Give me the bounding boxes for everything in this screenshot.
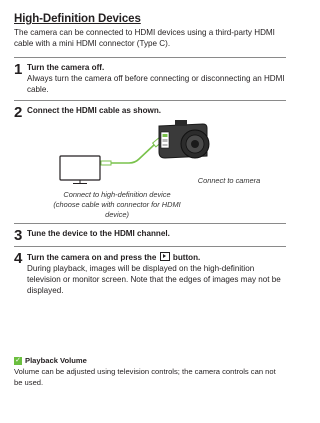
- intro-paragraph: The camera can be connected to HDMI devices using a third-party HDMI cable with a mini HDMI connector (Type C).: [14, 28, 275, 49]
- step-4-body: During playback, images will be displayed on the high-definition television or monitor screen. Note that the edges of images may not be displayed.: [27, 264, 281, 296]
- playback-button-icon: [160, 252, 170, 261]
- step-1-number: 1: [14, 61, 23, 78]
- divider: [14, 223, 286, 224]
- note-body: Volume can be adjusted using television controls; the camera controls can not be used.: [14, 367, 276, 387]
- check-icon: ✓: [15, 356, 21, 364]
- step-1-body: Always turn the camera off before connecting or disconnecting an HDMI cable.: [27, 74, 285, 95]
- step-1-title: Turn the camera off.: [27, 63, 105, 72]
- tv-icon: [60, 156, 100, 180]
- step-4-title: [27, 252, 200, 262]
- camera-caption: Connect to camera: [197, 176, 261, 185]
- step-2-number: 2: [14, 104, 23, 121]
- divider: [14, 246, 286, 247]
- hdmi-cable: [111, 144, 155, 163]
- playback-volume-note: [14, 356, 286, 386]
- step-4-number: 4: [14, 250, 23, 267]
- hdmi-plug-device: [101, 161, 111, 165]
- divider: [14, 100, 286, 101]
- step-2-title: Connect the HDMI cable as shown.: [27, 106, 162, 115]
- divider: [14, 57, 286, 58]
- step-3-number: 3: [14, 227, 23, 244]
- device-caption: Connect to high-definition device (choose cable with connector for HDMI device): [53, 190, 181, 219]
- step-3-title: Tune the device to the HDMI channel.: [27, 229, 170, 238]
- page-title: High-Definition Devices: [14, 13, 141, 25]
- note-title: Playback Volume: [25, 356, 87, 365]
- note-header: [14, 356, 286, 365]
- step-4-title-start: Turn the camera on and press the: [27, 253, 157, 262]
- step-4-title-end: button.: [172, 253, 201, 262]
